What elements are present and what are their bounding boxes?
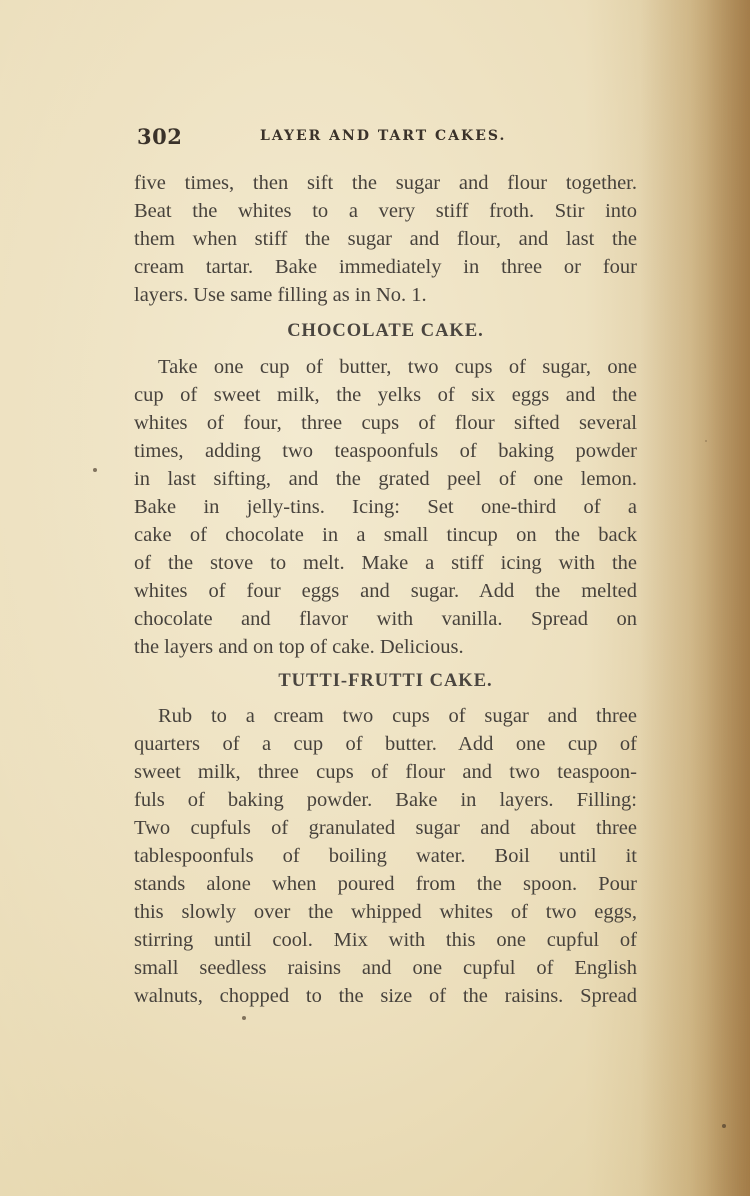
ink-speck [242, 1016, 246, 1020]
text-line: fuls of baking powder. Bake in layers. Filling: [134, 789, 637, 811]
text-line: cake of chocolate in a small tincup on the back [134, 524, 637, 546]
intro-paragraph [134, 169, 637, 309]
text-line: whites of four eggs and sugar. Add the melted [134, 580, 637, 602]
text-line: of the stove to melt. Make a stiff icing with the [134, 552, 637, 574]
text-line: layers. Use same filling as in No. 1. [134, 284, 427, 306]
text-line: chocolate and flavor with vanilla. Spread on [134, 608, 637, 630]
text-line: cream tartar. Bake immediately in three or four [134, 256, 637, 278]
tutti-frutti-cake-paragraph [134, 702, 637, 1010]
text-line: Take one cup of butter, two cups of sugar, one [158, 356, 637, 378]
text-line: Rub to a cream two cups of sugar and three [158, 705, 637, 727]
text-line: them when stiff the sugar and flour, and last the [134, 228, 637, 250]
text-line: tablespoonfuls of boiling water. Boil until it [134, 845, 637, 867]
text-line: cup of sweet milk, the yelks of six eggs and the [134, 384, 637, 406]
text-line: Two cupfuls of granulated sugar and about three [134, 817, 637, 839]
text-line: Beat the whites to a very stiff froth. Stir into [134, 200, 637, 222]
spine-shadow [640, 0, 750, 1196]
text-line: quarters of a cup of butter. Add one cup of [134, 733, 637, 755]
text-line: walnuts, chopped to the size of the raisins. Spread [134, 985, 637, 1007]
text-line: stands alone when poured from the spoon. Pour [134, 873, 637, 895]
ink-speck [93, 468, 97, 472]
text-line: stirring until cool. Mix with this one cupful of [134, 929, 637, 951]
page-header [137, 124, 637, 154]
recipe-title-tutti-frutti-cake: TUTTI-FRUTTI CAKE. [278, 671, 493, 691]
text-line: five times, then sift the sugar and flour together. [134, 172, 637, 194]
page-number: 302 [137, 124, 183, 149]
text-line: Bake in jelly-tins. Icing: Set one-third of a [134, 496, 637, 518]
text-line: in last sifting, and the grated peel of one lemon. [134, 468, 637, 490]
ink-speck [705, 440, 707, 442]
text-line: small seedless raisins and one cupful of English [134, 957, 637, 979]
running-head: LAYER AND TART CAKES. [260, 128, 507, 144]
text-line: sweet milk, three cups of flour and two teaspoon- [134, 761, 637, 783]
text-line: this slowly over the whipped whites of two eggs, [134, 901, 637, 923]
text-line: the layers and on top of cake. Delicious. [134, 636, 464, 658]
chocolate-cake-paragraph [134, 353, 637, 661]
recipe-title-chocolate-cake: CHOCOLATE CAKE. [287, 321, 484, 341]
text-line: times, adding two teaspoonfuls of baking powder [134, 440, 637, 462]
ink-speck [722, 1124, 726, 1128]
text-line: whites of four, three cups of flour sifted several [134, 412, 637, 434]
